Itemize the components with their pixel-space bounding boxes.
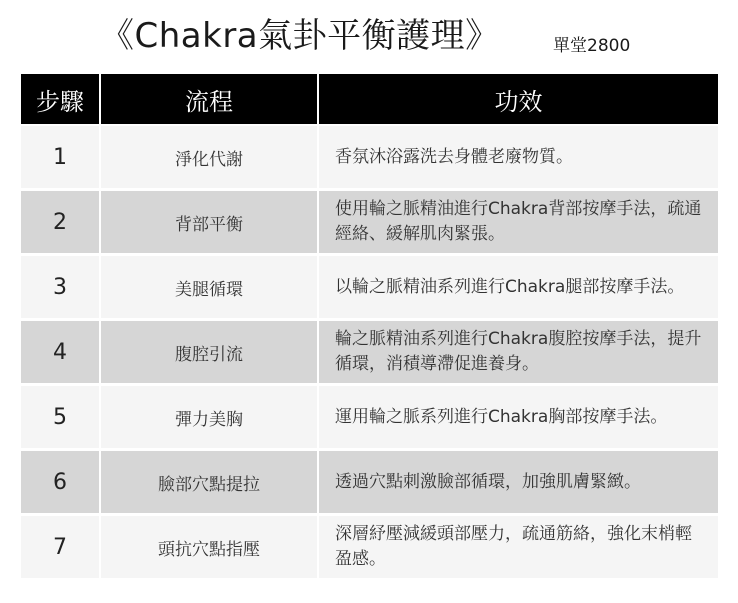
header-effect: 功效 [319,74,718,124]
process-name: 彈力美胸 [101,386,317,448]
step-number: 7 [21,516,99,578]
table-row [21,386,718,448]
table-row [21,451,718,513]
effect-text: 深層紓壓減緩頭部壓力，疏通筋絡，強化末梢輕盈感。 [319,516,718,578]
effect-text: 透過穴點刺激臉部循環，加強肌膚緊緻。 [319,451,718,513]
process-name: 美腿循環 [101,256,317,318]
step-number: 4 [21,321,99,383]
step-number: 6 [21,451,99,513]
step-number: 1 [21,126,99,188]
effect-text: 以輪之脈精油系列進行Chakra腿部按摩手法。 [319,256,718,318]
effect-text: 輪之脈精油系列進行Chakra腹腔按摩手法，提升循環，消積導滯促進養身。 [319,321,718,383]
table-row [21,516,718,578]
page-title: 《Chakra氣卦平衡護理》 [100,16,500,56]
effect-text: 使用輪之脈精油進行Chakra背部按摩手法，疏通經絡、緩解肌肉緊張。 [319,191,718,253]
header-step: 步驟 [21,74,99,124]
table-row [21,191,718,253]
table-row [21,256,718,318]
table-row [21,321,718,383]
process-name: 腹腔引流 [101,321,317,383]
title-row [0,0,738,72]
effect-text: 香氛沐浴露洗去身體老廢物質。 [319,126,718,188]
treatment-table [21,74,718,581]
process-name: 臉部穴點提拉 [101,451,317,513]
table-row [21,126,718,188]
table-header-row [21,74,718,124]
price-label: 單堂2800 [553,36,631,56]
effect-text: 運用輪之脈系列進行Chakra胸部按摩手法。 [319,386,718,448]
process-name: 背部平衡 [101,191,317,253]
step-number: 2 [21,191,99,253]
header-process: 流程 [101,74,317,124]
process-name: 淨化代謝 [101,126,317,188]
step-number: 5 [21,386,99,448]
step-number: 3 [21,256,99,318]
process-name: 頭抗穴點指壓 [101,516,317,578]
